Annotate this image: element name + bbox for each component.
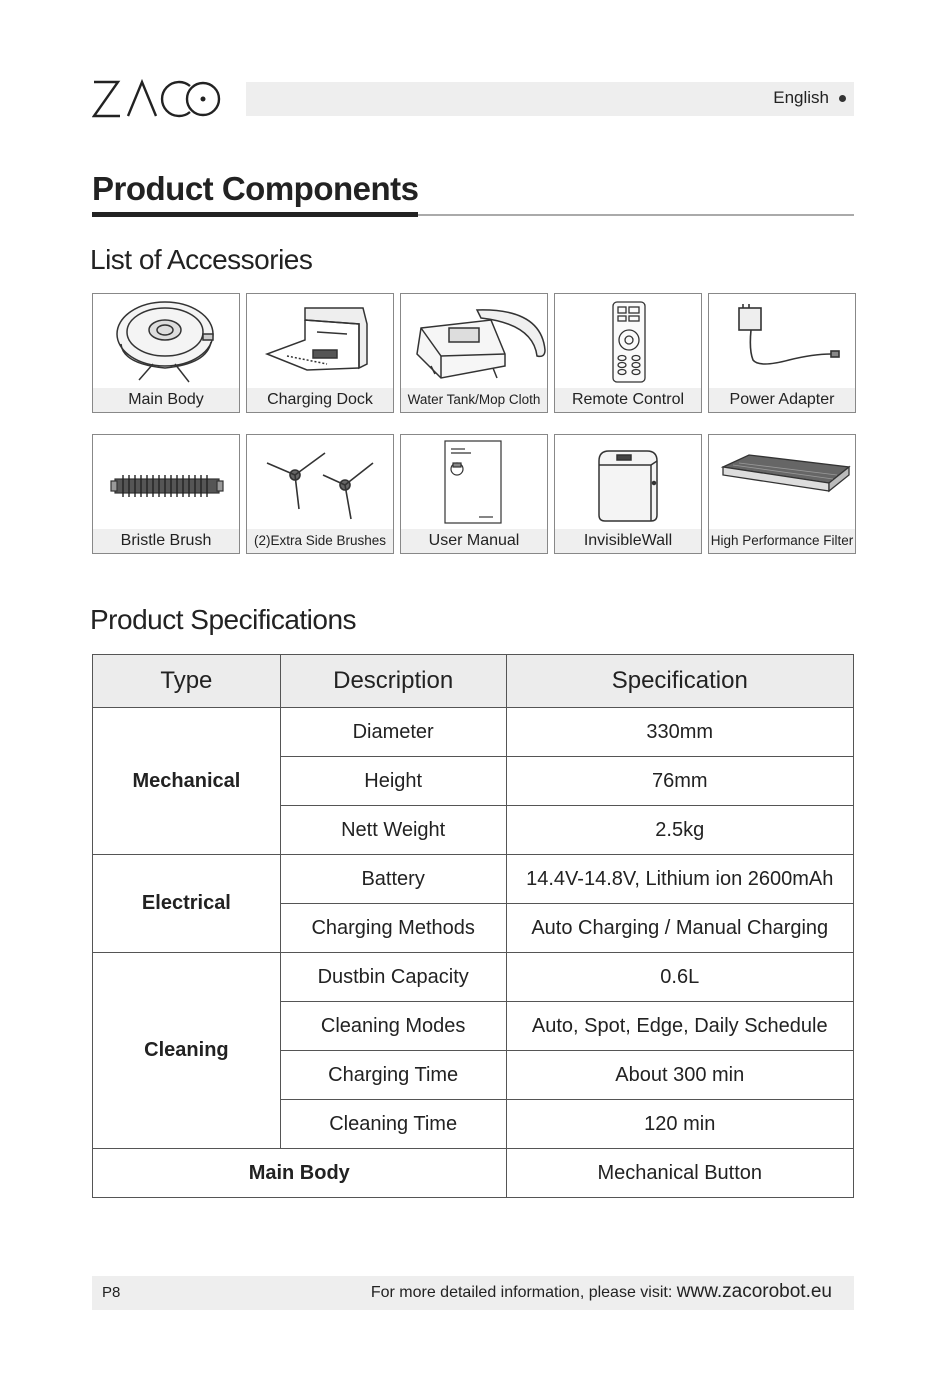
footer-note	[371, 1281, 832, 1303]
main-body-cell: Main Body	[93, 1149, 507, 1198]
column-header-specification: Specification	[506, 655, 853, 708]
type-cell: Mechanical	[93, 708, 281, 855]
bristle-brush-icon	[93, 435, 239, 531]
description-cell: Diameter	[280, 708, 506, 757]
accessories-row-2	[92, 434, 856, 554]
spec-cell: Auto Charging / Manual Charging	[506, 904, 853, 953]
accessory-label: Bristle Brush	[93, 529, 239, 553]
power-adapter-icon	[709, 294, 855, 390]
spec-cell: Auto, Spot, Edge, Daily Schedule	[506, 1002, 853, 1051]
remote-control-icon	[555, 294, 701, 390]
language-label: English	[773, 88, 846, 108]
accessory-card	[708, 293, 856, 413]
spec-cell: 14.4V-14.8V, Lithium ion 2600mAh	[506, 855, 853, 904]
accessory-card	[246, 293, 394, 413]
accessory-card	[92, 434, 240, 554]
description-cell: Battery	[280, 855, 506, 904]
accessory-label: High Performance Filter	[709, 529, 855, 553]
accessories-row-1	[92, 293, 856, 413]
table-row	[93, 855, 854, 904]
accessory-card	[400, 434, 548, 554]
column-header-description: Description	[280, 655, 506, 708]
description-cell: Dustbin Capacity	[280, 953, 506, 1002]
description-cell: Cleaning Modes	[280, 1002, 506, 1051]
accessory-label: Main Body	[93, 388, 239, 412]
table-row	[93, 953, 854, 1002]
type-cell: Cleaning	[93, 953, 281, 1149]
side-brush-icon	[247, 435, 393, 531]
accessory-card	[92, 293, 240, 413]
accessory-label: Water Tank/Mop Cloth	[401, 388, 547, 412]
accessory-label: User Manual	[401, 529, 547, 553]
description-cell: Nett Weight	[280, 806, 506, 855]
table-header-row	[93, 655, 854, 708]
website-link[interactable]: www.zacorobot.eu	[676, 1281, 832, 1302]
spec-cell: 330mm	[506, 708, 853, 757]
title-underline	[92, 212, 418, 217]
invisible-wall-icon	[555, 435, 701, 531]
spec-table	[92, 654, 854, 1198]
filter-icon	[709, 435, 855, 531]
accessory-label: InvisibleWall	[555, 529, 701, 553]
accessory-card	[554, 293, 702, 413]
description-cell: Charging Methods	[280, 904, 506, 953]
spec-cell: 120 min	[506, 1100, 853, 1149]
bullet-icon	[839, 95, 846, 102]
table-row	[93, 708, 854, 757]
type-cell: Electrical	[93, 855, 281, 953]
accessory-card	[246, 434, 394, 554]
page-number: P8	[102, 1284, 121, 1301]
description-cell: Charging Time	[280, 1051, 506, 1100]
user-manual-icon	[401, 435, 547, 531]
accessory-label: Charging Dock	[247, 388, 393, 412]
header-bar	[246, 82, 854, 116]
spec-cell: About 300 min	[506, 1051, 853, 1100]
column-header-type: Type	[93, 655, 281, 708]
footer-text: For more detailed information, please visit:	[370, 1284, 673, 1301]
spec-cell: 2.5kg	[506, 806, 853, 855]
specs-heading: Product Specifications	[90, 604, 357, 635]
description-cell: Cleaning Time	[280, 1100, 506, 1149]
spec-cell: 76mm	[506, 757, 853, 806]
robot-vacuum-icon	[93, 294, 239, 390]
accessory-card	[708, 434, 856, 554]
spec-cell: Mechanical Button	[506, 1149, 853, 1198]
spec-cell: 0.6L	[506, 953, 853, 1002]
accessories-heading: List of Accessories	[90, 244, 313, 275]
page-title: Product Components	[92, 170, 419, 207]
description-cell: Height	[280, 757, 506, 806]
accessory-card	[400, 293, 548, 413]
charging-dock-icon	[247, 294, 393, 390]
water-tank-icon	[401, 294, 547, 390]
table-row	[93, 1149, 854, 1198]
accessory-label: Power Adapter	[709, 388, 855, 412]
accessory-card	[554, 434, 702, 554]
accessory-label: (2)Extra Side Brushes	[247, 529, 393, 553]
accessory-label: Remote Control	[555, 388, 701, 412]
zaco-logo	[92, 78, 222, 120]
page-footer	[92, 1276, 854, 1310]
